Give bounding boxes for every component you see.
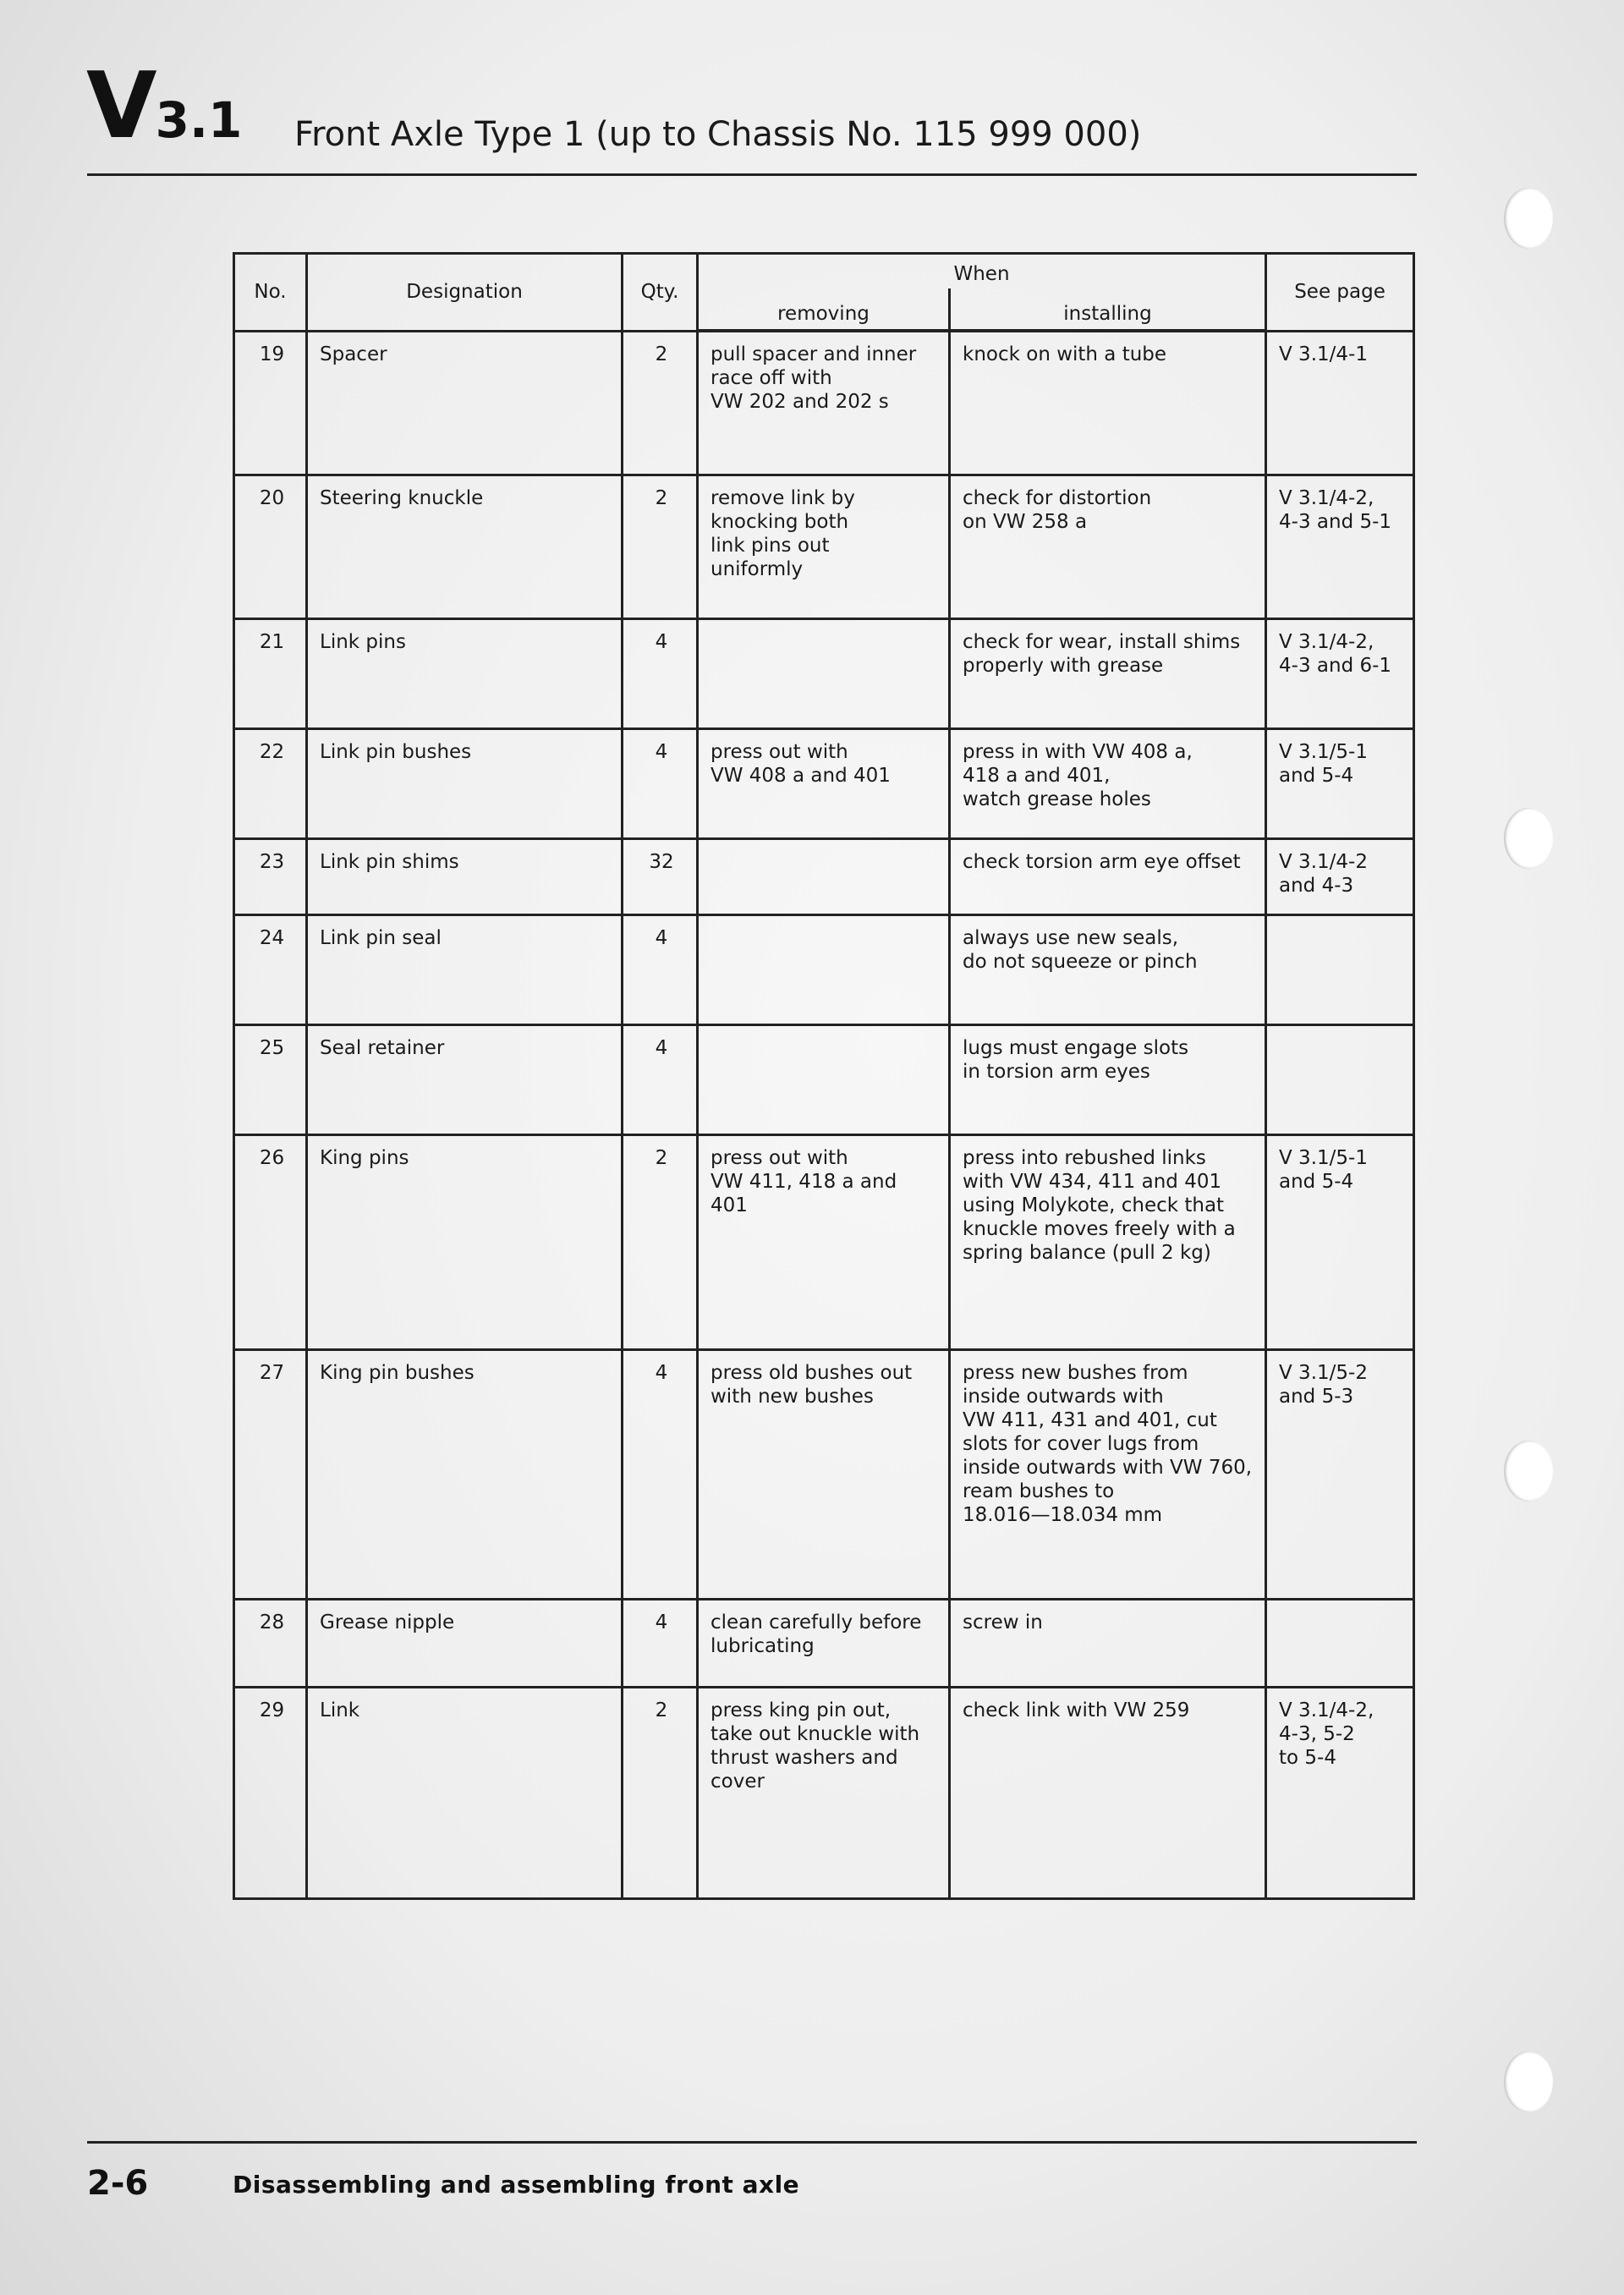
page-title: Front Axle Type 1 (up to Chassis No. 115 999 000) xyxy=(294,115,1142,154)
cell-see-page xyxy=(1266,914,1414,1024)
cell-qty: 2 xyxy=(623,331,698,475)
cell-removing xyxy=(698,838,950,914)
table-row xyxy=(234,1024,1414,1134)
punch-hole-icon xyxy=(1504,808,1553,869)
column-header-when: When xyxy=(698,254,1266,289)
cell-removing: press out with VW 411, 418 a and 401 xyxy=(698,1134,950,1349)
section-code xyxy=(86,53,243,159)
cell-designation: Seal retainer xyxy=(307,1024,623,1134)
cell-no: 26 xyxy=(234,1134,307,1349)
cell-designation: Grease nipple xyxy=(307,1599,623,1687)
cell-qty: 2 xyxy=(623,1134,698,1349)
cell-installing: always use new seals, do not squeeze or pinch xyxy=(950,914,1266,1024)
cell-no: 21 xyxy=(234,618,307,728)
cell-no: 24 xyxy=(234,914,307,1024)
cell-qty: 4 xyxy=(623,1024,698,1134)
cell-removing: press out with VW 408 a and 401 xyxy=(698,728,950,838)
punch-hole-icon xyxy=(1504,2051,1553,2112)
cell-qty: 4 xyxy=(623,1599,698,1687)
cell-no: 29 xyxy=(234,1687,307,1898)
cell-installing: lugs must engage slots in torsion arm eyes xyxy=(950,1024,1266,1134)
table-row xyxy=(234,618,1414,728)
punch-hole-icon xyxy=(1504,1441,1553,1502)
cell-no: 25 xyxy=(234,1024,307,1134)
cell-see-page: V 3.1/5-1 and 5-4 xyxy=(1266,1134,1414,1349)
cell-no: 19 xyxy=(234,331,307,475)
column-header-removing: removing xyxy=(698,288,950,331)
cell-removing xyxy=(698,1024,950,1134)
table-row xyxy=(234,1599,1414,1687)
cell-designation: King pin bushes xyxy=(307,1349,623,1599)
section-code-letter: V xyxy=(86,53,156,159)
cell-installing: screw in xyxy=(950,1599,1266,1687)
table-header xyxy=(234,254,1414,332)
cell-qty: 4 xyxy=(623,914,698,1024)
table-row xyxy=(234,1349,1414,1599)
section-code-number: 3.1 xyxy=(155,91,243,149)
cell-qty: 2 xyxy=(623,1687,698,1898)
cell-no: 23 xyxy=(234,838,307,914)
cell-designation: Link xyxy=(307,1687,623,1898)
column-header-no: No. xyxy=(234,254,307,332)
cell-removing xyxy=(698,914,950,1024)
cell-see-page: V 3.1/5-1 and 5-4 xyxy=(1266,728,1414,838)
table-row xyxy=(234,914,1414,1024)
cell-see-page: V 3.1/4-2, 4-3, 5-2 to 5-4 xyxy=(1266,1687,1414,1898)
cell-designation: Link pin shims xyxy=(307,838,623,914)
cell-qty: 4 xyxy=(623,618,698,728)
cell-designation: Spacer xyxy=(307,331,623,475)
cell-removing: press old bushes out with new bushes xyxy=(698,1349,950,1599)
cell-installing: check for wear, install shims properly with grease xyxy=(950,618,1266,728)
cell-installing: press new bushes from inside outwards with VW 411, 431 and 401, cut slots for cover lugs from inside outwards with VW 760, ream bushes to 18.016—18.034 mm xyxy=(950,1349,1266,1599)
cell-installing: press in with VW 408 a, 418 a and 401, watch grease holes xyxy=(950,728,1266,838)
column-header-installing: installing xyxy=(950,288,1266,331)
header-divider xyxy=(87,173,1417,176)
cell-installing: press into rebushed links with VW 434, 411 and 401 using Molykote, check that knuckle moves freely with a spring balance (pull 2 kg) xyxy=(950,1134,1266,1349)
punch-hole-icon xyxy=(1504,188,1553,249)
cell-removing: clean carefully before lubricating xyxy=(698,1599,950,1687)
cell-designation: Link pins xyxy=(307,618,623,728)
table-row xyxy=(234,728,1414,838)
cell-installing: check link with VW 259 xyxy=(950,1687,1266,1898)
table-row xyxy=(234,838,1414,914)
table-row xyxy=(234,1134,1414,1349)
cell-removing: press king pin out, take out knuckle with thrust washers and cover xyxy=(698,1687,950,1898)
cell-see-page: V 3.1/5-2 and 5-3 xyxy=(1266,1349,1414,1599)
cell-installing: check torsion arm eye offset xyxy=(950,838,1266,914)
parts-table xyxy=(233,252,1415,1900)
cell-removing: remove link by knocking both link pins out uniformly xyxy=(698,475,950,618)
column-header-qty: Qty. xyxy=(623,254,698,332)
cell-installing: knock on with a tube xyxy=(950,331,1266,475)
cell-see-page xyxy=(1266,1024,1414,1134)
table-row xyxy=(234,1687,1414,1898)
chapter-title: Disassembling and assembling front axle xyxy=(233,2171,800,2199)
cell-removing xyxy=(698,618,950,728)
cell-see-page: V 3.1/4-2, 4-3 and 5-1 xyxy=(1266,475,1414,618)
table-row xyxy=(234,475,1414,618)
cell-designation: King pins xyxy=(307,1134,623,1349)
cell-no: 20 xyxy=(234,475,307,618)
cell-designation: Link pin seal xyxy=(307,914,623,1024)
cell-qty: 32 xyxy=(623,838,698,914)
column-header-see-page: See page xyxy=(1266,254,1414,332)
cell-installing: check for distortion on VW 258 a xyxy=(950,475,1266,618)
table-body xyxy=(234,331,1414,1898)
page-number: 2-6 xyxy=(87,2164,149,2203)
cell-see-page: V 3.1/4-1 xyxy=(1266,331,1414,475)
cell-no: 22 xyxy=(234,728,307,838)
cell-qty: 4 xyxy=(623,728,698,838)
cell-qty: 4 xyxy=(623,1349,698,1599)
table-row xyxy=(234,331,1414,475)
cell-no: 28 xyxy=(234,1599,307,1687)
cell-qty: 2 xyxy=(623,475,698,618)
cell-see-page: V 3.1/4-2, 4-3 and 6-1 xyxy=(1266,618,1414,728)
cell-designation: Steering knuckle xyxy=(307,475,623,618)
cell-no: 27 xyxy=(234,1349,307,1599)
footer-divider xyxy=(87,2141,1417,2144)
cell-removing: pull spacer and inner race off with VW 202 and 202 s xyxy=(698,331,950,475)
cell-see-page xyxy=(1266,1599,1414,1687)
column-header-designation: Designation xyxy=(307,254,623,332)
cell-see-page: V 3.1/4-2 and 4-3 xyxy=(1266,838,1414,914)
cell-designation: Link pin bushes xyxy=(307,728,623,838)
